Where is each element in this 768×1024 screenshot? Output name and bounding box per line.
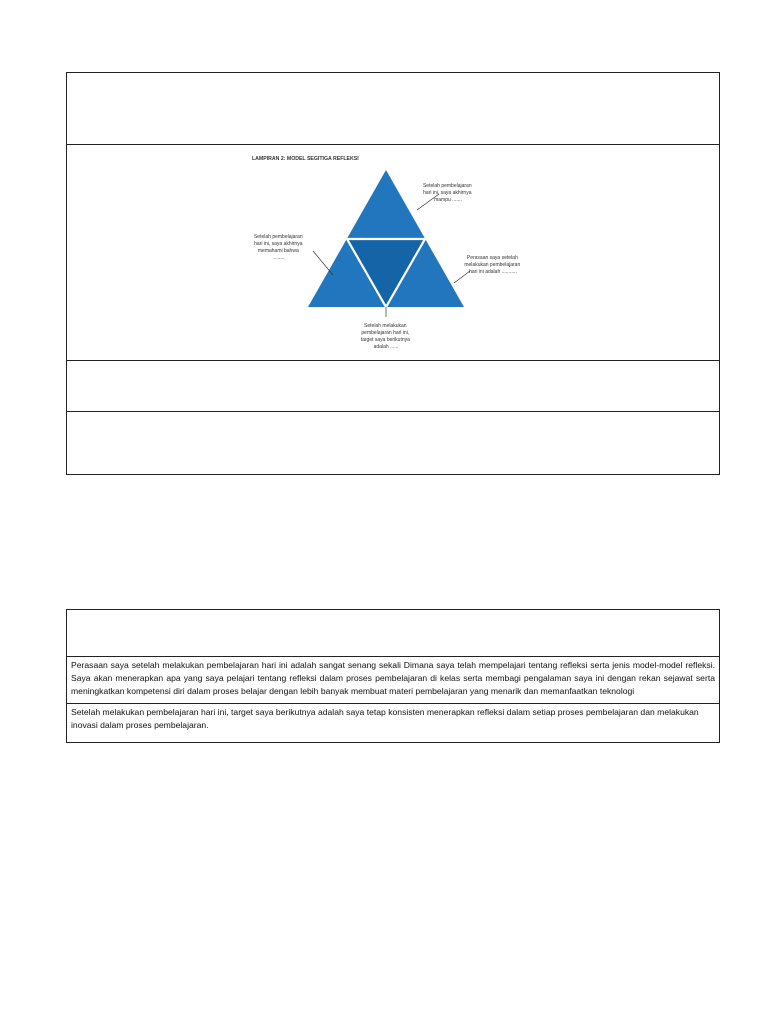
table-row-empty — [67, 412, 719, 474]
leader-line-left — [313, 251, 333, 275]
table-row-empty-top — [67, 73, 719, 145]
label-top-line: Setelah pembelajaran — [422, 183, 472, 189]
label-bottom-line: adalah ...... — [373, 344, 399, 350]
label-right-line: hari ini adalah ........... — [469, 269, 517, 275]
label-left-line: memahami bahwa — [257, 248, 299, 254]
label-bottom-line: target saya berikutnya — [360, 337, 410, 343]
leader-line-right — [454, 271, 470, 283]
figure-title: LAMPIRAN 2: MODEL SEGITIGA REFLEKSI — [252, 156, 359, 162]
label-bottom-line: pembelajaran hari ini, — [361, 330, 410, 336]
label-bottom — [361, 323, 412, 350]
label-right-line: melakukan pembelajaran — [464, 262, 521, 268]
table-row-target — [67, 704, 719, 742]
label-left-line: hari ini, saya akhirnya — [254, 241, 303, 247]
label-left — [254, 234, 304, 261]
table-row-figure — [67, 145, 719, 361]
table-row-empty — [67, 361, 719, 412]
label-top-line: hari ini, saya akhirnya — [423, 190, 472, 196]
label-bottom-line: Setelah melakukan — [364, 323, 407, 329]
answer-table — [66, 609, 720, 743]
table-row-empty-top — [67, 610, 719, 657]
label-left-line: ........ — [273, 255, 285, 261]
reflection-table — [66, 72, 720, 475]
label-top-line: mampu ....... — [434, 197, 462, 203]
label-right — [464, 255, 521, 275]
label-right-line: Perasaan saya setelah — [466, 255, 518, 261]
feeling-answer-text: Perasaan saya setelah melakukan pembelajaran hari ini adalah sangat senang sekali Dimana saya telah mempelajari tentang refleksi serta jenis model-model refleksi. Saya akan menerapkan apa yang saya pelajari tentang refleksi dalam proses pembelajaran di kelas serta membagi pengalaman saya ini dengan rekan sejawat serta meningkatkan kompetensi diri dalam proses belajar dengan lebih banyak membuat materi pembelajaran yang menarik dan memanfaatkan teknologi — [71, 660, 715, 696]
table-row-feeling — [67, 657, 719, 704]
reflection-triangle-figure — [67, 145, 719, 361]
label-left-line: Setelah pembelajaran — [253, 234, 303, 240]
target-answer-text: Setelah melakukan pembelajaran hari ini, target saya berikutnya adalah saya tetap konsisten menerapkan refleksi dalam setiap proses pembelajaran dan melakukan inovasi dalam proses pembelajaran. — [71, 707, 699, 730]
